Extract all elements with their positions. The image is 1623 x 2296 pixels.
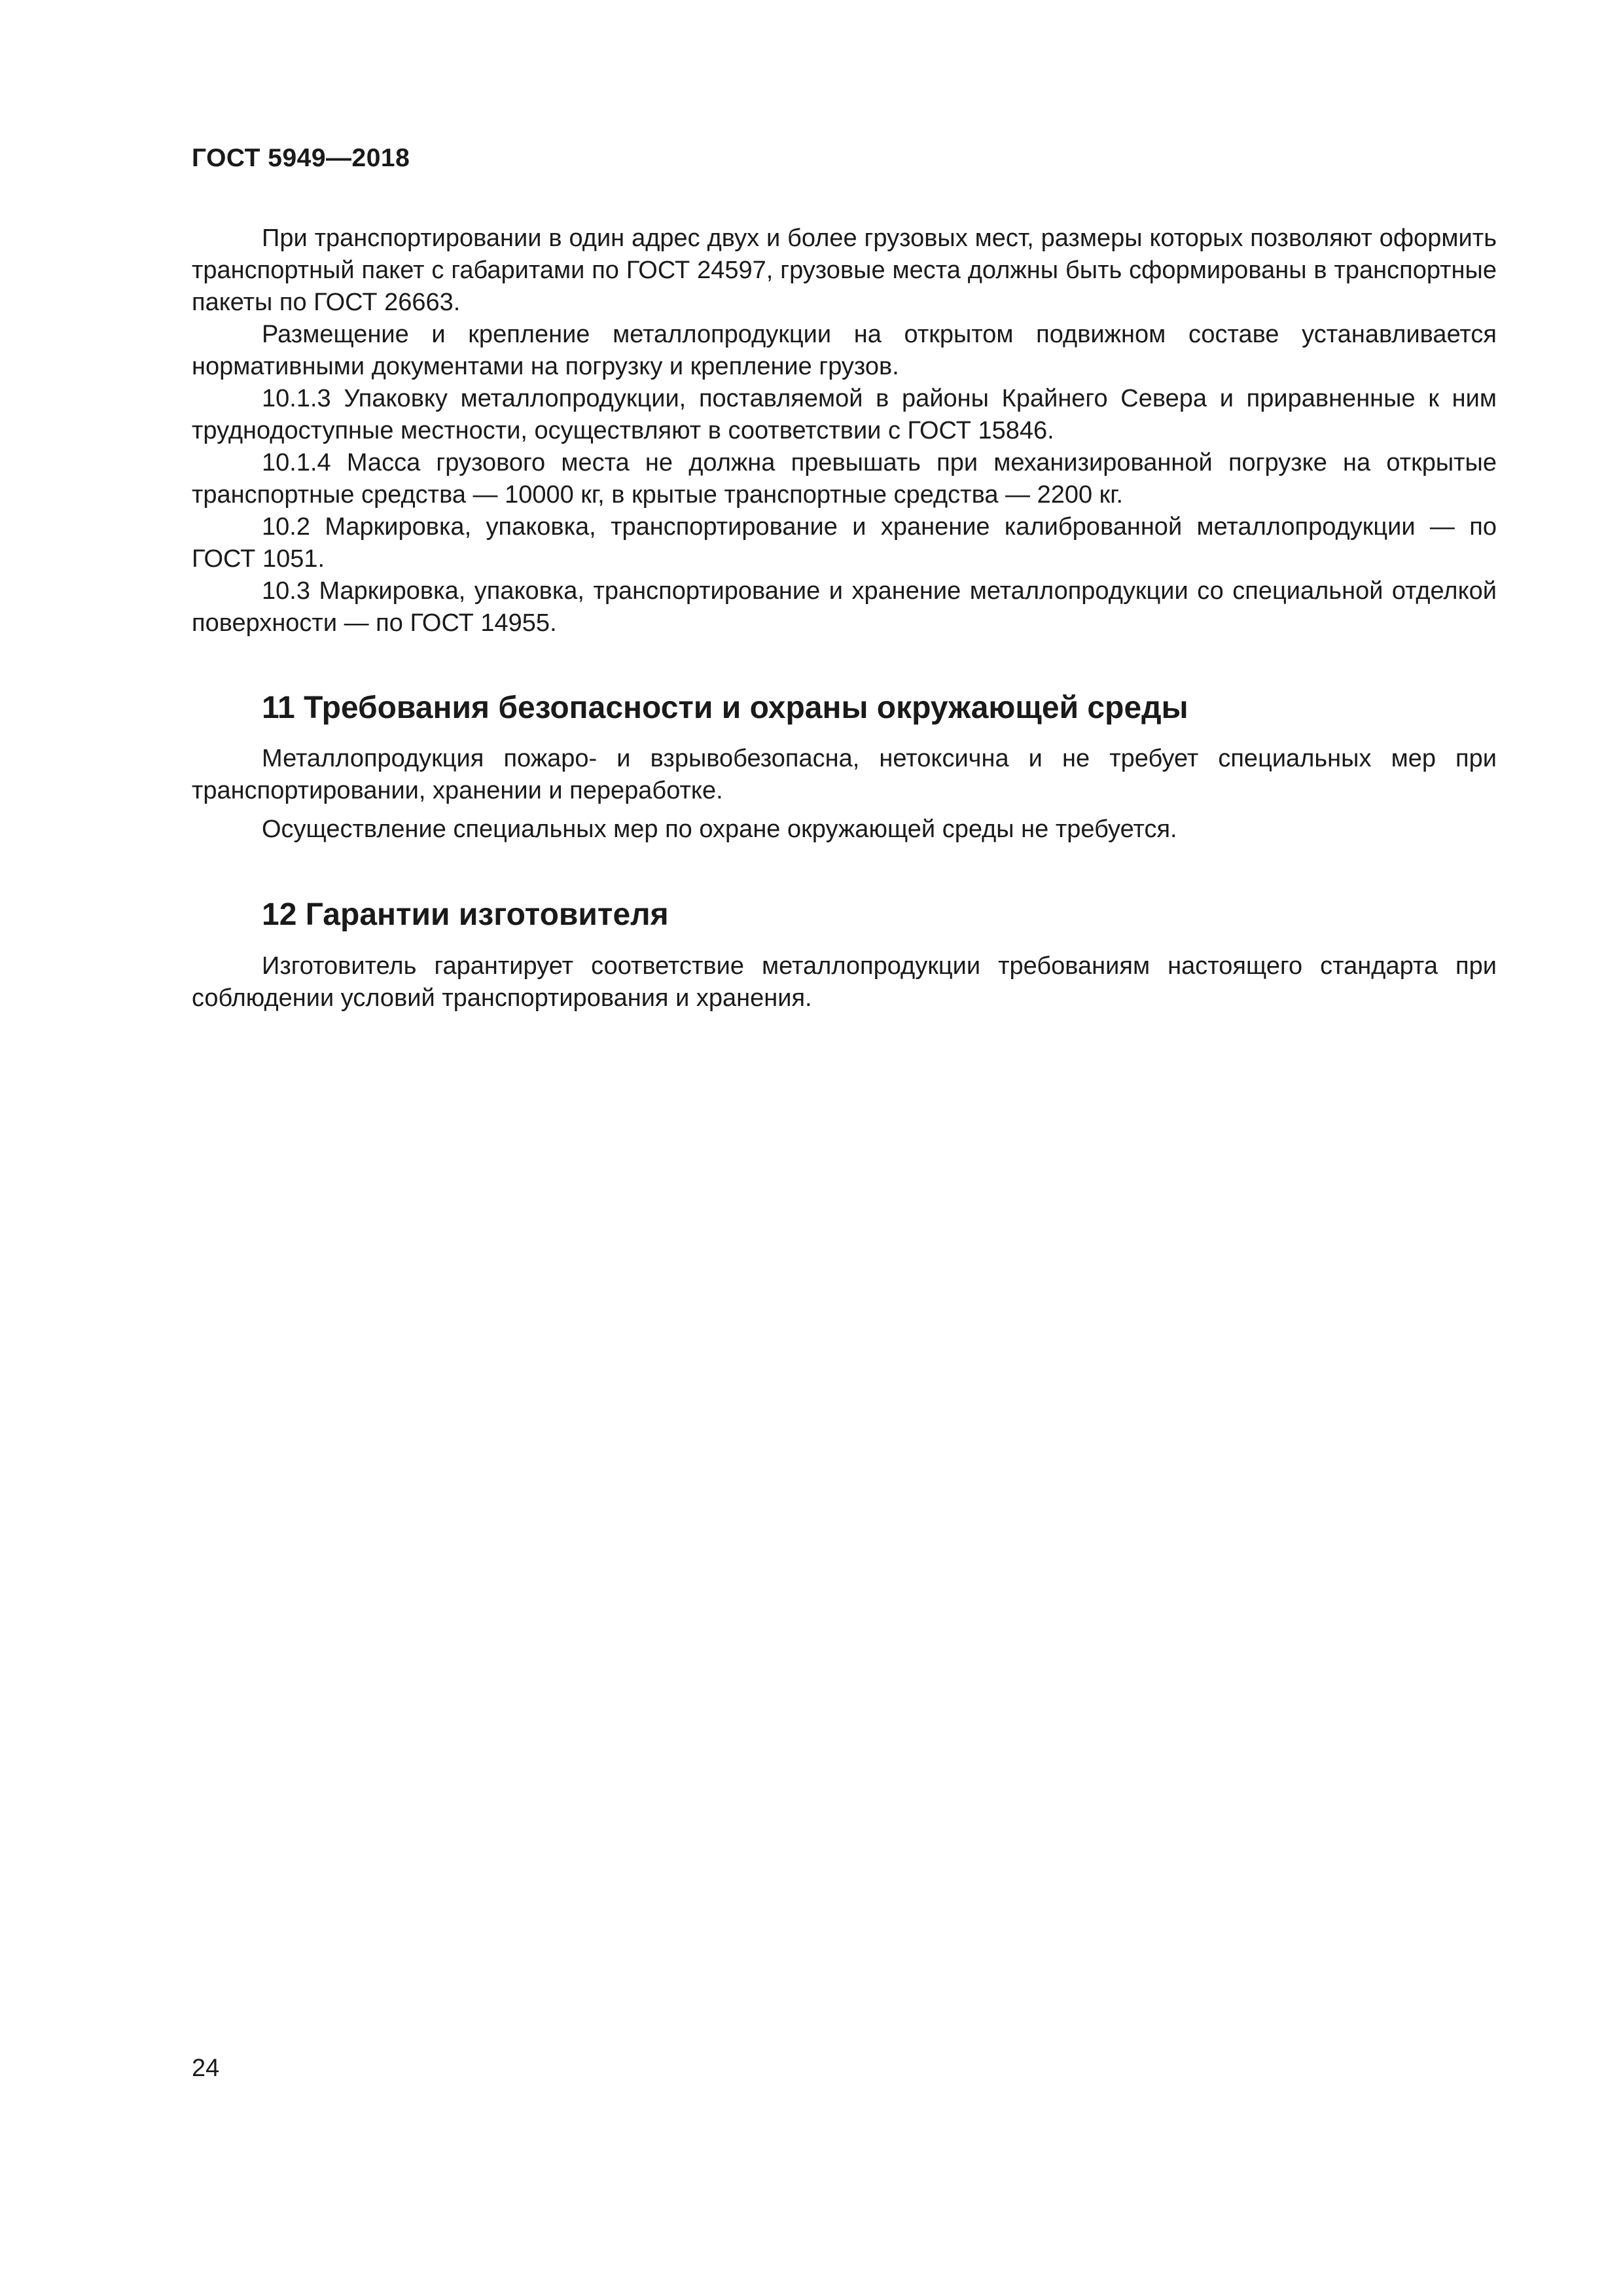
paragraph-environment: Осуществление специальных мер по охране окружающей среды не требуется.: [262, 816, 1177, 843]
section-10-continued: [192, 223, 1497, 639]
paragraph-10-2: 10.2 Маркировка, упаковка, транспортирование и хранение калиброванной металлопродукции — по ГОСТ 1051.: [192, 513, 1497, 573]
paragraph-open-rolling-stock: Размещение и крепление металлопродукции на открытом подвижном составе устанавливается нормативными документами на погрузку и крепление грузов.: [192, 321, 1497, 380]
section-12-heading: 12 Гарантии изготовителя: [262, 897, 669, 932]
paragraph-transport-packages: При транспортировании в один адрес двух и более грузовых мест, размеры которых позволяют оформить транспортный пакет с габаритами по ГОСТ 24597, грузовые места должны быть сформированы в транспортные пакеты по ГОСТ 26663.: [192, 224, 1497, 316]
page-number: 24: [192, 2054, 220, 2082]
paragraph-10-1-3: 10.1.3 Упаковку металлопродукции, поставляемой в районы Крайнего Севера и приравненные к ним труднодоступные местности, осуществляют в соответствии с ГОСТ 15846.: [192, 385, 1497, 444]
standard-code-header: ГОСТ 5949—2018: [192, 144, 410, 172]
paragraph-manufacturer-warranty: Изготовитель гарантирует соответствие металлопродукции требованиям настоящего стандарта при соблюдении условий транспортирования и хранения.: [192, 952, 1497, 1012]
section-12-body: [192, 950, 1497, 1014]
section-11-body: [192, 743, 1497, 846]
paragraph-10-1-4: 10.1.4 Масса грузового места не должна превышать при механизированной погрузке на открытые транспортные средства — 10000 кг, в крытые транспортные средства — 2200 кг.: [192, 449, 1497, 509]
paragraph-safety: Металлопродукция пожаро- и взрывобезопасна, нетоксична и не требует специальных мер при транспортировании, хранении и переработке.: [192, 745, 1497, 804]
section-11-heading: 11 Требования безопасности и охраны окружающей среды: [262, 691, 1188, 725]
paragraph-10-3: 10.3 Маркировка, упаковка, транспортирование и хранение металлопродукции со специальной отделкой поверхности — по ГОСТ 14955.: [192, 577, 1497, 637]
